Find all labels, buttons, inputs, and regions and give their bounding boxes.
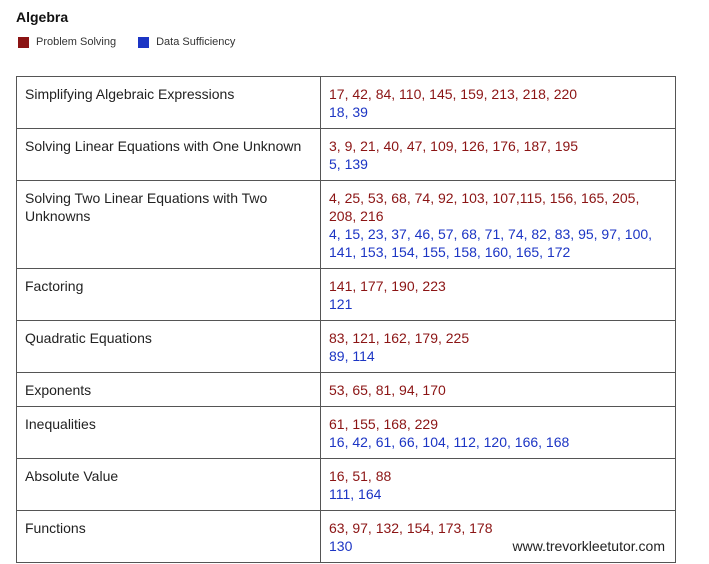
legend (18, 36, 257, 48)
table-row (17, 459, 676, 511)
table-row (17, 373, 676, 407)
problem-solving-numbers: 61, 155, 168, 229 (329, 416, 438, 432)
problem-solving-swatch (18, 37, 29, 48)
question-numbers (321, 407, 676, 459)
topic-name: Absolute Value (17, 459, 321, 511)
table-row (17, 407, 676, 459)
data-sufficiency-numbers: 4, 15, 23, 37, 46, 57, 68, 71, 74, 82, 83, 95, 97, 100, 141, 153, 154, 155, 158, 160, 165, 172 (329, 226, 653, 260)
problem-solving-numbers: 63, 97, 132, 154, 173, 178 (329, 520, 493, 536)
topic-table (16, 76, 676, 563)
data-sufficiency-label: Data Sufficiency (156, 36, 236, 48)
problem-solving-numbers: 83, 121, 162, 179, 225 (329, 330, 470, 346)
question-numbers (321, 459, 676, 511)
table-row (17, 269, 676, 321)
question-numbers (321, 321, 676, 373)
page-title: Algebra (16, 9, 69, 25)
question-numbers (321, 77, 676, 129)
data-sufficiency-numbers: 121 (329, 296, 353, 312)
table-row (17, 129, 676, 181)
topic-name: Simplifying Algebraic Expressions (17, 77, 321, 129)
problem-solving-numbers: 4, 25, 53, 68, 74, 92, 103, 107,115, 156, 165, 205, 208, 216 (329, 190, 640, 224)
watermark: www.trevorkleetutor.com (512, 538, 665, 554)
problem-solving-numbers: 141, 177, 190, 223 (329, 278, 446, 294)
data-sufficiency-numbers: 111, 164 (329, 486, 382, 502)
problem-solving-label: Problem Solving (36, 36, 117, 48)
question-numbers (321, 511, 676, 563)
topic-name: Quadratic Equations (17, 321, 321, 373)
table-row (17, 321, 676, 373)
topic-name: Functions (17, 511, 321, 563)
data-sufficiency-numbers: 5, 139 (329, 156, 368, 172)
data-sufficiency-numbers: 16, 42, 61, 66, 104, 112, 120, 166, 168 (329, 434, 570, 450)
table-row (17, 77, 676, 129)
question-numbers (321, 129, 676, 181)
topic-name: Solving Two Linear Equations with Two Unknowns (17, 181, 321, 269)
question-numbers (321, 181, 676, 269)
problem-solving-numbers: 3, 9, 21, 40, 47, 109, 126, 176, 187, 195 (329, 138, 579, 154)
data-sufficiency-numbers: 18, 39 (329, 104, 368, 120)
topic-name: Inequalities (17, 407, 321, 459)
legend-data-sufficiency (138, 36, 235, 48)
problem-solving-numbers: 17, 42, 84, 110, 145, 159, 213, 218, 220 (329, 86, 578, 102)
problem-solving-numbers: 53, 65, 81, 94, 170 (329, 382, 446, 398)
question-numbers (321, 373, 676, 407)
topic-name: Exponents (17, 373, 321, 407)
data-sufficiency-numbers: 130 (329, 538, 353, 554)
topic-name: Factoring (17, 269, 321, 321)
data-sufficiency-swatch (138, 37, 149, 48)
topic-name: Solving Linear Equations with One Unknown (17, 129, 321, 181)
question-numbers (321, 269, 676, 321)
table-row (17, 511, 676, 563)
legend-problem-solving (18, 36, 116, 48)
data-sufficiency-numbers: 89, 114 (329, 348, 375, 364)
problem-solving-numbers: 16, 51, 88 (329, 468, 392, 484)
table-row (17, 181, 676, 269)
